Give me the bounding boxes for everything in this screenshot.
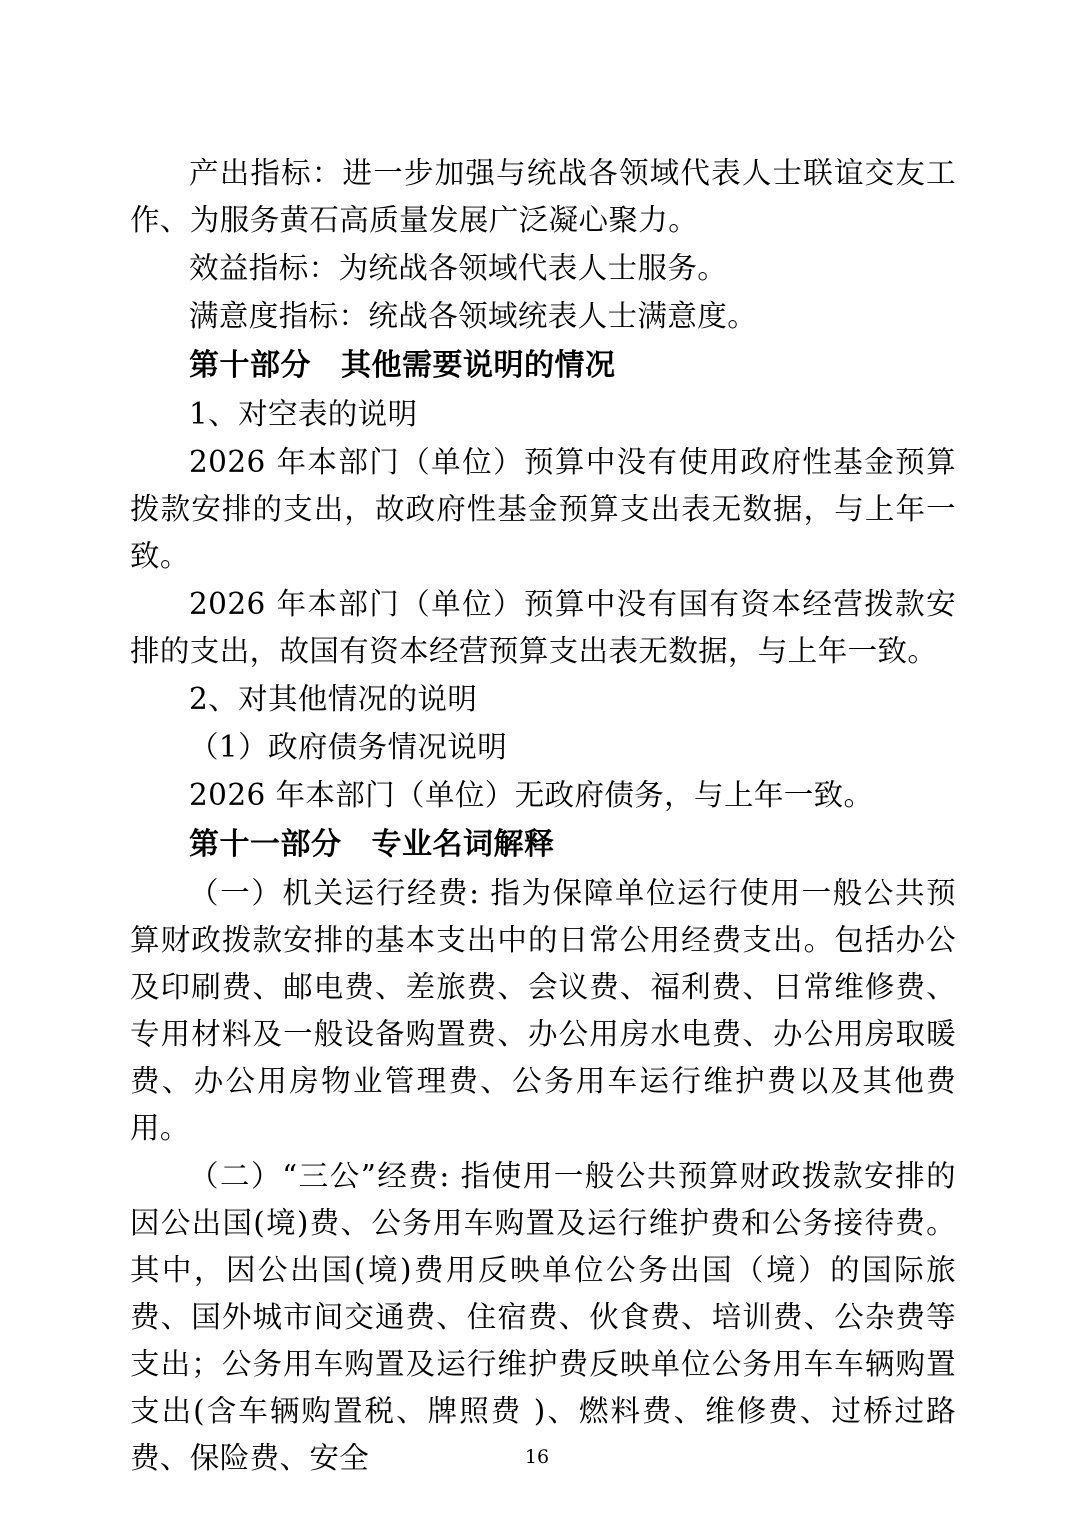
section-ten-heading-number: 第十部分 [189,348,311,383]
item-1-title-para: 1、对空表的说明 [189,397,418,431]
satisfaction-indicator-para: 满意度指标：统战各领域统表人士满意度。 [189,299,758,333]
section-eleven-heading-title: 专业名词解释 [371,827,555,862]
empty-table-gov-fund-para: 2026 年本部门（单位）预算中没有使用政府性基金预算拨款安排的支出，故政府性基金预算支出表无数据，与上年一致。 [130,445,956,573]
output-indicator-para: 产出指标：进一步加强与统战各领域代表人士联谊交友工作、为服务黄石高质量发展广泛凝心聚力。 [130,156,956,237]
gov-debt-para: 2026 年本部门（单位）无政府债务，与上年一致。 [189,778,874,812]
section-eleven-heading [130,821,956,869]
item-2-1-title-para: （1）政府债务情况说明 [189,730,508,764]
item-2-title-para: 2、对其他情况的说明 [189,682,478,716]
section-ten-heading [130,342,956,390]
empty-table-state-capital-para: 2026 年本部门（单位）预算中没有国有资本经营拨款安排的支出，故国有资本经营预算支出表无数据，与上年一致。 [130,587,956,668]
section-ten-heading-title: 其他需要说明的情况 [341,348,616,383]
benefit-indicator-para: 效益指标：为统战各领域代表人士服务。 [189,251,728,285]
term-one-para: （一）机关运行经费: 指为保障单位运行使用一般公共预算财政拨款安排的基本支出中的日常公用经费支出。包括办公及印刷费、邮电费、差旅费、会议费、福利费、日常维修费、专用材料及一般设备购置费、办公用房水电费、办公用房取暖费、办公用房物业管理费、公务用车运行维护费以及其他费用。 [130,876,956,1145]
term-two-para: （二）“三公”经费: 指使用一般公共预算财政拨款安排的因公出国(境)费、公务用车购置及运行维护费和公务接待费。其中，因公出国(境)费用反映单位公务出国（境）的国际旅费、国外城市间交通费、住宿费、伙食费、培训费、公杂费等支出；公务用车购置及运行维护费反映单位公务用车车辆购置支出(含车辆购置税、牌照费 )、燃料费、维修费、过桥过路费、保险费、安全 [130,1159,956,1475]
page-number: 16 [524,1446,550,1468]
section-eleven-heading-number: 第十一部分 [189,827,342,862]
